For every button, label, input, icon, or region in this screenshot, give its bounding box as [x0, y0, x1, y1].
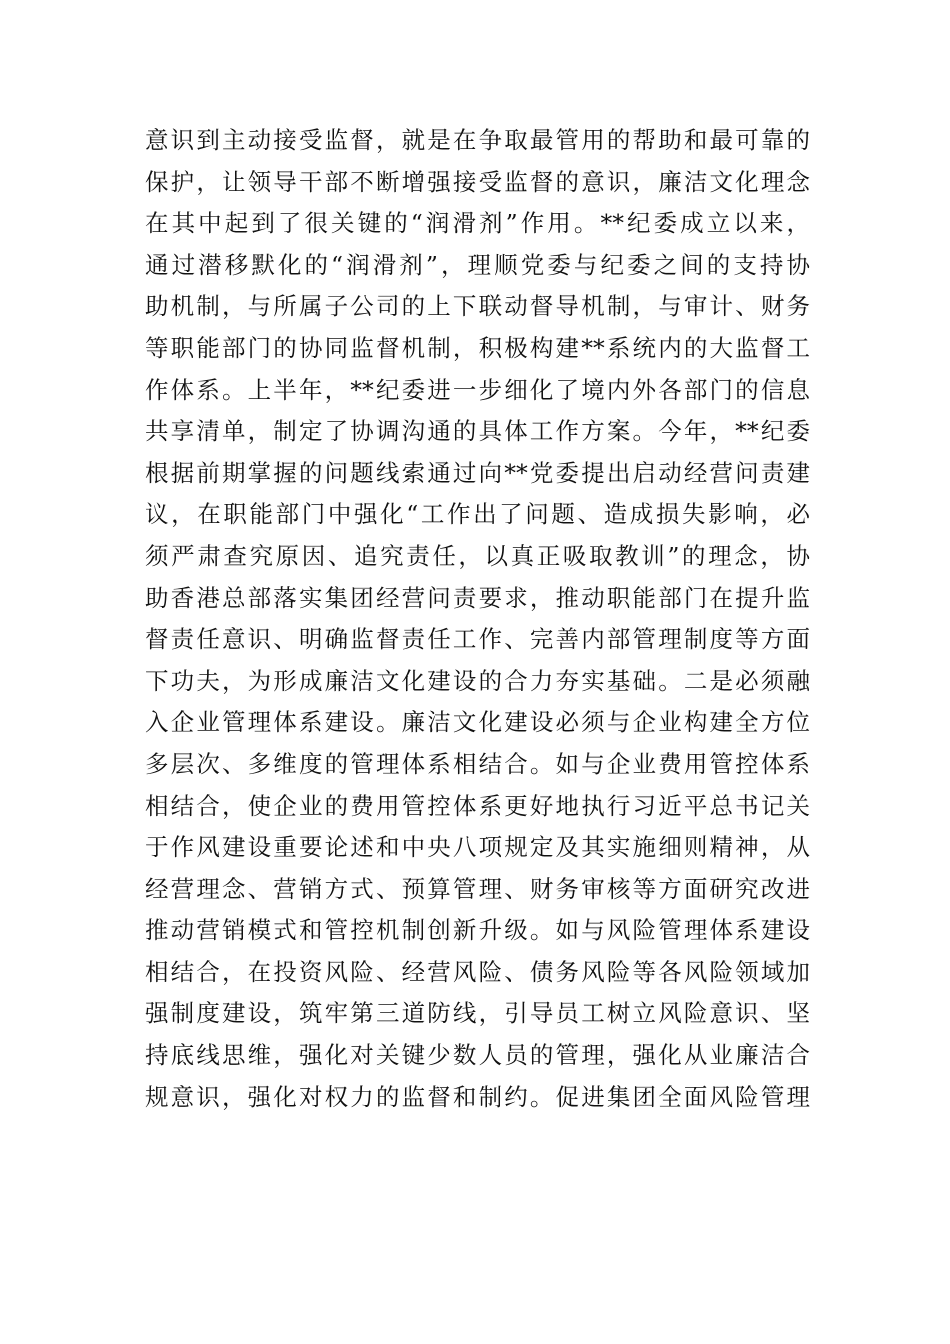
- text-line: 入企业管理体系建设。廉洁文化建设必须与企业构建全方位: [145, 708, 810, 737]
- text-line: 议，在职能部门中强化“工作出了问题、造成损失影响，必: [145, 500, 810, 529]
- text-line: 须严肃查究原因、追究责任，以真正吸取教训”的理念，协: [145, 541, 810, 570]
- text-line: 意识到主动接受监督，就是在争取最管用的帮助和最可靠的: [145, 126, 810, 154]
- text-line: 共享清单，制定了协调沟通的具体工作方案。今年，**纪委: [145, 417, 810, 446]
- text-line: 于作风建设重要论述和中央八项规定及其实施细则精神，从: [145, 833, 810, 862]
- text-line: 在其中起到了很关键的“润滑剂”作用。**纪委成立以来，: [145, 209, 810, 238]
- text-line: 保护，让领导干部不断增强接受监督的意识，廉洁文化理念: [145, 167, 810, 196]
- text-line: 等职能部门的协同监督机制，积极构建**系统内的大监督工: [145, 333, 810, 362]
- text-line: 推动营销模式和管控机制创新升级。如与风险管理体系建设: [145, 916, 810, 945]
- text-line: 相结合，使企业的费用管控体系更好地执行习近平总书记关: [145, 791, 810, 820]
- text-line: 下功夫，为形成廉洁文化建设的合力夯实基础。二是必须融: [145, 666, 810, 695]
- text-line: 通过潜移默化的“润滑剂”，理顺党委与纪委之间的支持协: [145, 250, 810, 279]
- text-line: 多层次、多维度的管理体系相结合。如与企业费用管控体系: [145, 749, 810, 778]
- text-line: 助机制，与所属子公司的上下联动督导机制，与审计、财务: [145, 292, 810, 321]
- text-line: 持底线思维，强化对关键少数人员的管理，强化从业廉洁合: [145, 1041, 810, 1070]
- body-paragraph: [145, 120, 810, 1118]
- text-line: 根据前期掌握的问题线索通过向**党委提出启动经营问责建: [145, 458, 810, 487]
- text-line: 助香港总部落实集团经营问责要求，推动职能部门在提升监: [145, 583, 810, 612]
- text-line: 经营理念、营销方式、预算管理、财务审核等方面研究改进: [145, 874, 810, 903]
- text-line: 规意识，强化对权力的监督和制约。促进集团全面风险管理: [145, 1082, 810, 1111]
- text-line: 强制度建设，筑牢第三道防线，引导员工树立风险意识、坚: [145, 999, 810, 1028]
- text-line: 督责任意识、明确监督责任工作、完善内部管理制度等方面: [145, 625, 810, 654]
- text-line: 作体系。上半年，**纪委进一步细化了境内外各部门的信息: [145, 375, 810, 404]
- text-line: 相结合，在投资风险、经营风险、债务风险等各风险领域加: [145, 957, 810, 986]
